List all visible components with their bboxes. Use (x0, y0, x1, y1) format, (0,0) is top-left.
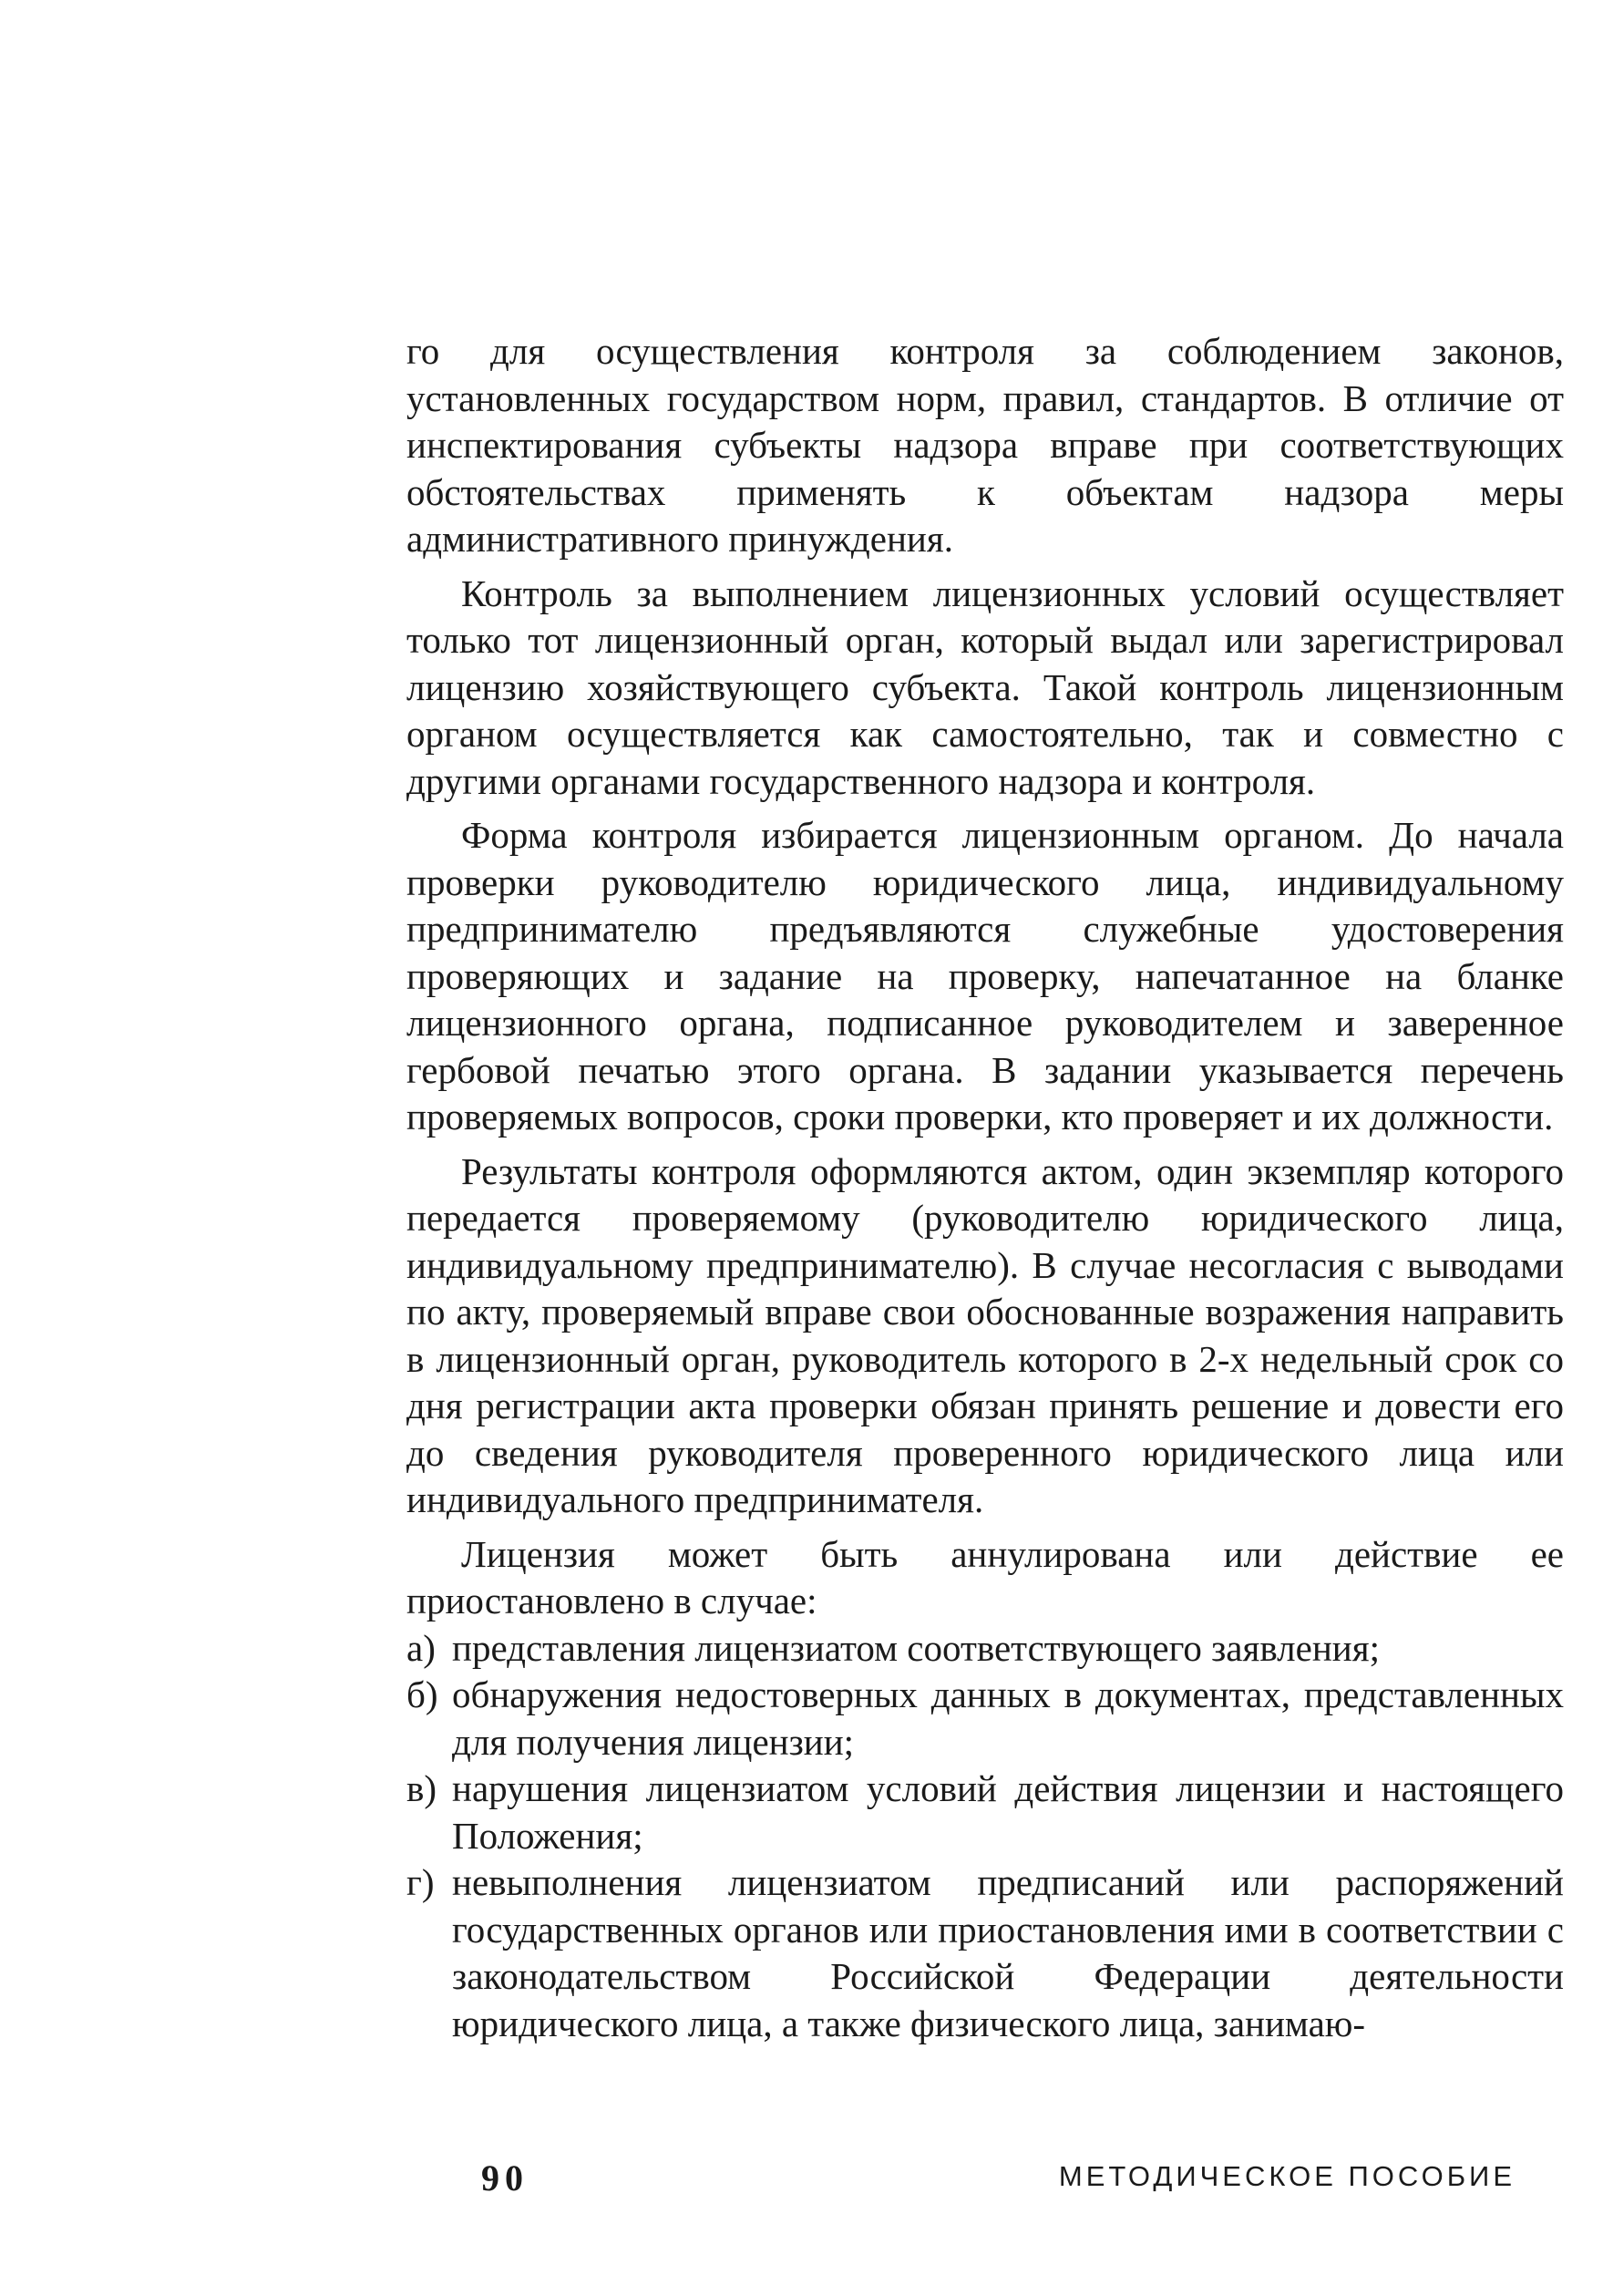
list-item (406, 1625, 1564, 1673)
page-footer (481, 2157, 1516, 2211)
paragraph-1: го для осуществления контроля за соблюдением законов, установленных государством норм, правил, стандартов. В отличие от инспектирования субъекты надзора вправе при соответствующих обстоятельствах применять к объектам надзора меры административного принуждения. (406, 330, 1564, 560)
page-number: 90 (481, 2157, 529, 2198)
list-marker: в) (406, 1767, 437, 1809)
list-text: обнаружения недостоверных данных в документах, представленных для получения лицензии; (452, 1673, 1564, 1763)
paragraph-2: Контроль за выполнением лицензионных условий осуществляет только тот лицензионный орган, который выдал или зарегистрировал лицензию хозяйствующего субъекта. Такой контроль лицензионным органом осуществляется как самостоятельно, так и совместно с другими органами государственного надзора и контроля. (406, 571, 1564, 802)
running-title: МЕТОДИЧЕСКОЕ ПОСОБИЕ (1058, 2160, 1516, 2192)
list-marker: б) (406, 1673, 438, 1715)
list-item (406, 1859, 1564, 2047)
list-text: представления лицензиатом соответствующего заявления; (452, 1626, 1380, 1669)
page-body (406, 328, 1564, 2047)
list-marker: а) (406, 1626, 436, 1669)
list-text: невыполнения лицензиатом предписаний или распоряжений государственных органов или приостановления ими в соответствии с законодательством Российской Федерации деятельности юридического лица, а также физического лица, занимаю- (452, 1861, 1564, 2044)
paragraph-3: Форма контроля избирается лицензионным органом. До начала проверки руководителю юридического лица, индивидуальному предпринимателю предъявляются служебные удостоверения проверяющих и задание на проверку, напечатанное на бланке лицензионного органа, подписанное руководителем и заверенное гербовой печатью этого органа. В задании указывается перечень проверяемых вопросов, сроки проверки, кто проверяет и их должности. (406, 814, 1564, 1138)
list-item (406, 1766, 1564, 1859)
list-item (406, 1672, 1564, 1766)
list-text: нарушения лицензиатом условий действия лицензии и настоящего Положения; (452, 1767, 1564, 1857)
list-marker: г) (406, 1861, 435, 1903)
annulment-grounds-list (406, 1625, 1564, 2048)
paragraph-4: Результаты контроля оформляются актом, один экземпляр которого передается проверяемому (руководителю юридического лица, индивидуальному предпринимателю). В случае несогласия с выводами по акту, проверяемый вправе свои обоснованные возражения направить в лицензионный орган, руководитель которого в 2-х недельный срок со дня регистрации акта проверки обязан принять решение и довести его до сведения руководителя проверенного юридического лица или индивидуального предпринимателя. (406, 1149, 1564, 1520)
paragraph-5: Лицензия может быть аннулирована или действие ее приостановлено в случае: (406, 1532, 1564, 1622)
